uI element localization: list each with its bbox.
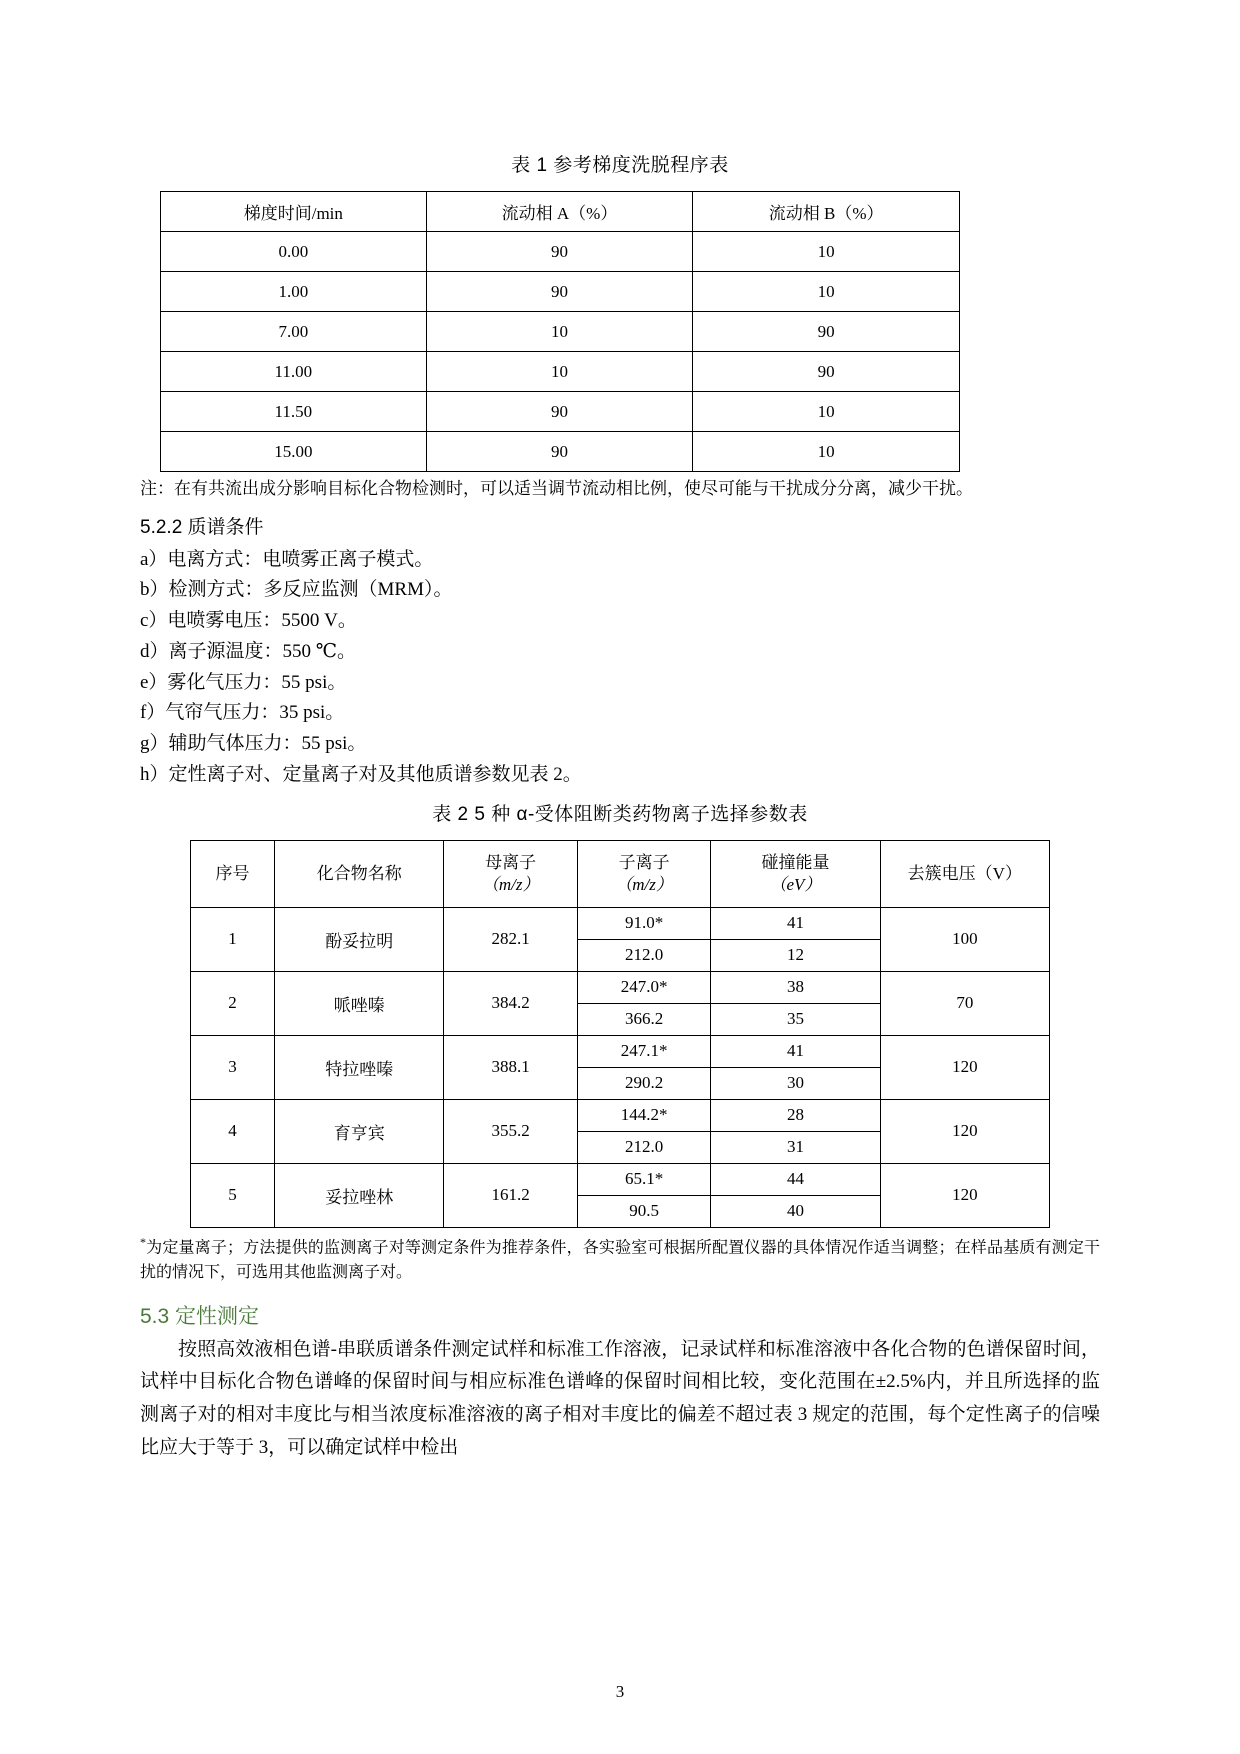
table2-cell-compound: 妥拉唑林 (275, 1163, 444, 1227)
table1-cell: 10 (693, 232, 960, 272)
table1-cell: 11.00 (161, 352, 427, 392)
table2-cell-product: 247.0* (577, 971, 710, 1003)
table2-header-product-ion (577, 840, 710, 907)
table2-cell-compound: 育亨宾 (275, 1099, 444, 1163)
section-heading-53: 5.3 定性测定 (140, 1304, 260, 1328)
table2-cell-product: 212.0 (577, 939, 710, 971)
table2-cell-product: 91.0* (577, 907, 710, 939)
table1-cell: 0.00 (161, 232, 427, 272)
table1-cell: 90 (693, 312, 960, 352)
table1-caption: 表 1 参考梯度洗脱程序表 (511, 155, 729, 176)
list-item: f）气帘气压力：35 psi。 (140, 702, 345, 724)
table2-cell-energy: 35 (711, 1003, 880, 1035)
table2-cell-dp: 120 (880, 1163, 1049, 1227)
table2-cell-product: 65.1* (577, 1163, 710, 1195)
table2-cell-energy: 28 (711, 1099, 880, 1131)
list-item: c）电喷雾电压：5500 V。 (140, 610, 357, 632)
table2-cell-no: 3 (191, 1035, 275, 1099)
table2-caption: 表 2 5 种 α-受体阻断类药物离子选择参数表 (432, 803, 808, 825)
table2-header-no: 序号 (191, 840, 275, 907)
table2-cell-no: 4 (191, 1099, 275, 1163)
table2-cell-compound: 特拉唑嗪 (275, 1035, 444, 1099)
table2-cell-dp: 120 (880, 1099, 1049, 1163)
table2-cell-product: 366.2 (577, 1003, 710, 1035)
table1-cell: 10 (426, 312, 693, 352)
table2-cell-product: 212.0 (577, 1131, 710, 1163)
list-item: g）辅助气体压力：55 psi。 (140, 733, 367, 755)
table1-header-cell: 流动相 B（%） (693, 192, 960, 232)
table2-cell-energy: 44 (711, 1163, 880, 1195)
table2-cell-parent: 384.2 (444, 971, 577, 1035)
parent-ion-line1: 母离子 (485, 852, 537, 872)
table2-cell-product: 247.1* (577, 1035, 710, 1067)
table2-cell-energy: 12 (711, 939, 880, 971)
parent-ion-line2: （m/z） (481, 874, 540, 894)
table1-cell: 90 (426, 392, 693, 432)
footnote-marker: * (140, 1234, 146, 1249)
table-row (161, 232, 960, 272)
collision-energy-line1: 碰撞能量 (761, 852, 830, 872)
table2-header-collision-energy (711, 840, 880, 907)
table2-header-declustering-voltage: 去簇电压（V） (880, 840, 1049, 907)
table1-cell: 10 (426, 352, 693, 392)
table1-header-row (161, 192, 960, 232)
table2-cell-energy: 38 (711, 971, 880, 1003)
table-row (161, 392, 960, 432)
table-row (161, 272, 960, 312)
table2-header-row (191, 840, 1050, 907)
table2-cell-energy: 30 (711, 1067, 880, 1099)
table1-cell: 1.00 (161, 272, 427, 312)
list-item: e）雾化气压力：55 psi。 (140, 671, 347, 693)
table1-cell: 7.00 (161, 312, 427, 352)
table2-header-parent-ion (444, 840, 577, 907)
table1-cell: 10 (693, 432, 960, 472)
table2-cell-parent: 161.2 (444, 1163, 577, 1227)
table2-cell-product: 144.2* (577, 1099, 710, 1131)
table1-cell: 90 (426, 232, 693, 272)
table1-cell: 10 (693, 272, 960, 312)
table-row (191, 1163, 1050, 1195)
product-ion-line1: 子离子 (618, 852, 670, 872)
list-item: d）离子源温度：550 ℃。 (140, 640, 357, 662)
table2-cell-energy: 41 (711, 907, 880, 939)
collision-energy-line2: （eV） (769, 874, 822, 894)
table1-cell: 90 (426, 272, 693, 312)
table1-cell: 90 (426, 432, 693, 472)
ion-parameters-table (190, 840, 1050, 1228)
table2-cell-parent: 282.1 (444, 907, 577, 971)
table-row (191, 971, 1050, 1003)
table2-cell-compound: 哌唑嗪 (275, 971, 444, 1035)
table1-header-cell: 流动相 A（%） (426, 192, 693, 232)
table1-cell: 11.50 (161, 392, 427, 432)
list-item: a）电离方式：电喷雾正离子模式。 (140, 548, 434, 570)
table2-cell-dp: 100 (880, 907, 1049, 971)
footnote-text: 为定量离子；方法提供的监测离子对等测定条件为推荐条件，各实验室可根据所配置仪器的具体情况作适当调整；在样品基质有测定干扰的情况下，可选用其他监测离子对。 (140, 1238, 1100, 1281)
table2-cell-parent: 388.1 (444, 1035, 577, 1099)
product-ion-line2: （m/z） (615, 874, 673, 894)
table1-cell: 90 (693, 352, 960, 392)
table1-cell: 15.00 (161, 432, 427, 472)
table2-cell-parent: 355.2 (444, 1099, 577, 1163)
table2-cell-no: 5 (191, 1163, 275, 1227)
table-row (191, 1035, 1050, 1067)
list-item: b）检测方式：多反应监测（MRM）。 (140, 579, 453, 601)
table2-footnote (140, 1233, 1100, 1286)
table2-cell-dp: 70 (880, 971, 1049, 1035)
table-row (161, 352, 960, 392)
table1-header-cell: 梯度时间/min (161, 192, 427, 232)
table2-cell-energy: 31 (711, 1131, 880, 1163)
table2-cell-product: 90.5 (577, 1195, 710, 1227)
page-number: 3 (615, 1682, 625, 1701)
table2-cell-energy: 41 (711, 1035, 880, 1067)
table2-cell-no: 2 (191, 971, 275, 1035)
table1-cell: 10 (693, 392, 960, 432)
table1-note: 注：在有共流出成分影响目标化合物检测时，可以适当调节流动相比例，使尽可能与干扰成分分离，减少干扰。 (140, 479, 973, 498)
table-row (191, 1099, 1050, 1131)
table2-cell-no: 1 (191, 907, 275, 971)
gradient-elution-table (160, 191, 960, 472)
table2-cell-compound: 酚妥拉明 (275, 907, 444, 971)
table-row (161, 432, 960, 472)
list-item: h）定性离子对、定量离子对及其他质谱参数见表 2。 (140, 763, 582, 785)
section-heading-522: 5.2.2 质谱条件 (140, 516, 264, 538)
table-row (191, 907, 1050, 939)
table2-cell-dp: 120 (880, 1035, 1049, 1099)
table2-cell-product: 290.2 (577, 1067, 710, 1099)
table2-cell-energy: 40 (711, 1195, 880, 1227)
table2-header-compound: 化合物名称 (275, 840, 444, 907)
section-53-paragraph: 按照高效液相色谱-串联质谱条件测定试样和标准工作溶液，记录试样和标准溶液中各化合物的色谱保留时间，试样中目标化合物色谱峰的保留时间与相应标准色谱峰的保留时间相比较，变化范围在±2.5%内，并且所选择的监测离子对的相对丰度比与相当浓度标准溶液的离子相对丰度比的偏差不超过表 3 规定的范围，每个定性离子的信噪比应大于等于 3，可以确定试样中检出 (140, 1338, 1100, 1458)
table-row (161, 312, 960, 352)
